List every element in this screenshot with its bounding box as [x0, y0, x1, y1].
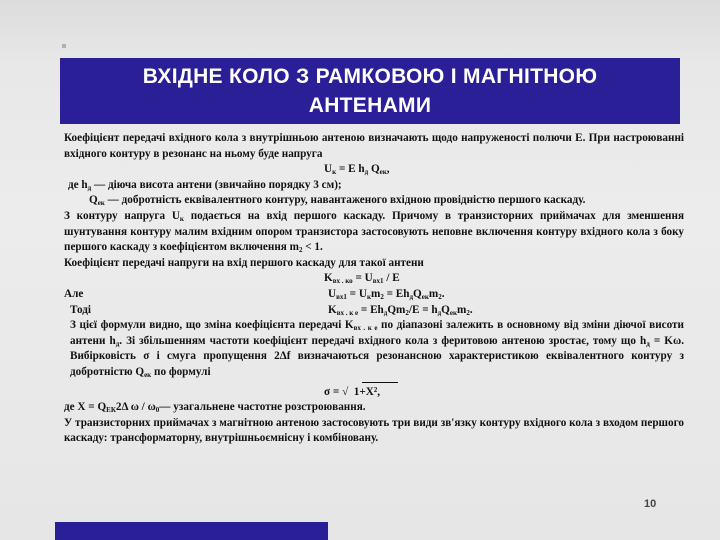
formula-uk: $U_к = E$ $h_д$ $Q_{ек}$, — [324, 163, 390, 177]
sqrt-symbol: √ 1+X², — [342, 385, 380, 401]
row-ale — [64, 287, 684, 303]
slide-title: ВХІДНЕ КОЛО З РАМКОВОЮ І МАГНІТНОЮ АНТЕНАМИ — [142, 65, 598, 117]
paragraph-selectivity: З цієї формули видно, що зміна коефіцієнта передачі $K_{вх . к е}$ по діапазоні залежить в основному від зміни діючої висоти антени $h_д$. Зі збільшенням частоти коефіцієнт передачі вхідного кола з феритовою антеною зростає, тому що $h_д = K\omega$. Вибірковість σ і смуга пропущення 2Δf визначаються резонансною характеристикою еквівалентного контуру з добротністю $Q_{ек}$ по формулі — [70, 319, 684, 379]
paragraph-detuning: де $X = Q_{ЕК}2\Delta$ ω / $\omega_0—$ узагальнене частотне розстроювання. — [64, 401, 366, 415]
slide-body — [64, 131, 684, 447]
formula-kvx-ke: $K_{вх . к е} = Eh_дQm_2/E = h_дQ_{ек}m_2$. — [328, 303, 473, 317]
paragraph-qek-definition: $Q_{ек}$ — добротність еквівалентного контуру, навантаженого вхідною провідністю першого каскаду. — [89, 194, 586, 208]
page-number: 10 — [644, 498, 657, 510]
label-todi: Тоді — [70, 303, 91, 316]
paragraph-circuit: З контуру напруга $U_к$ подається на вхід першого каскаду. Причому в транзисторних приймачах для зменшення шунтування контуру малим вхідним опором транзистора застосовують неповне включення контуру вхідного кола з боку першого каскаду з коефіцієнтом включення $m_2 < 1$. — [64, 209, 684, 255]
paragraph-gain: Коефіцієнт передачі напруги на вхід першого каскаду для такої антени — [64, 256, 424, 269]
decorative-dot — [62, 44, 66, 48]
paragraph-intro: Коефіцієнт передачі вхідного кола з внутрішньою антеною визначають щодо напруженості полючи Е. При настроюванні вхідного контуру в резонанс на ньому буде напруга — [64, 132, 684, 160]
formula-uvx1: $U_{вх1} = U_кm_2 = Eh_дQ_{ек}m_2$. — [328, 287, 445, 301]
title-bar — [60, 58, 680, 124]
paragraph-hd-definition: де $h_д$ — діюча висота антени (звичайно порядку 3 см); — [68, 178, 342, 192]
formula-kvx: $K_{вх . ко} = U_{вх1} / E$ — [324, 272, 400, 286]
formula-sigma: σ = √ 1+X², — [64, 381, 684, 401]
bottom-accent-bar — [55, 522, 328, 540]
label-ale: Але — [64, 287, 84, 300]
paragraph-coupling: У транзисторних приймачах з магнітною антеною застосовують три види зв'язку контуру вхідного кола з входом першого каскаду: трансформаторну, внутрішньоємнісну і комбіновану. — [64, 416, 684, 445]
row-todi — [64, 303, 684, 319]
